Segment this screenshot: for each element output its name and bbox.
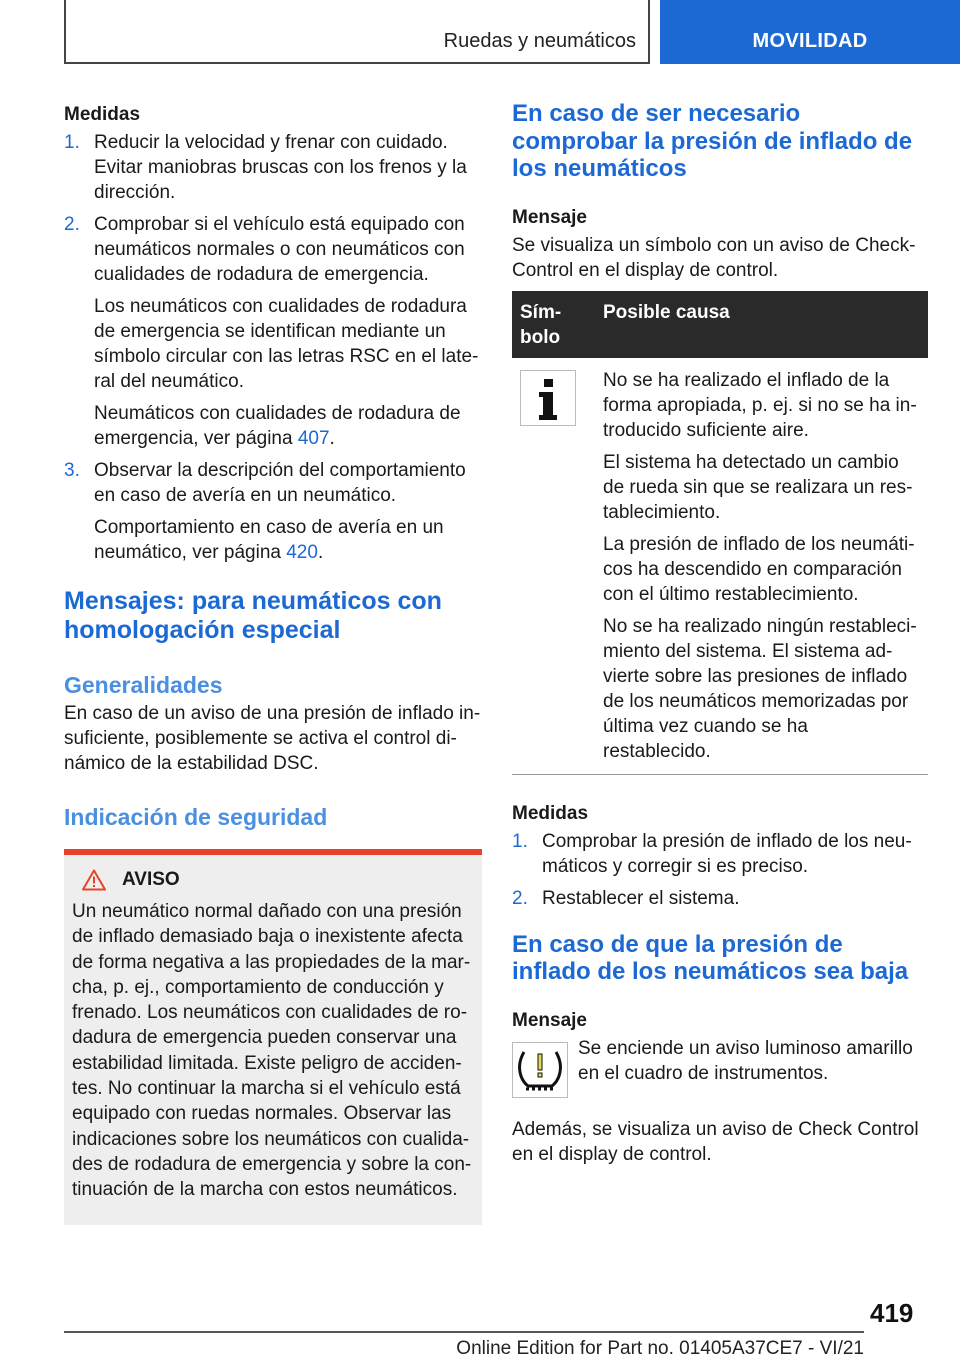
step-number: 1.: [512, 830, 528, 852]
chapter-tab[interactable]: [660, 0, 960, 64]
symbol-cell: [512, 358, 595, 775]
list-item: [512, 886, 928, 911]
list-item: [64, 212, 482, 451]
right-column: [512, 100, 928, 1167]
steps-list: [512, 829, 928, 911]
page-number: 419: [870, 1298, 914, 1328]
warning-text: Un neumático normal dañado con una presión de inflado demasiado baja o inexistente afecta de forma negativa a las propiedades de la mar-cha, p. ej., comportamiento de conducción y frenado. Los neumáticos con cualidades de ro-dadura de emergencia pueden conservar una estabilidad limitada. Existe peligro de acciden-tes. No continuar la marcha si el vehículo está equipado con ruedas normales. Observar las indicaciones sobre los neumáticos con cualida-des de rodadura de emergencia y sobre la con-tinuación de la marcha con estos neumáticos.: [72, 901, 472, 1201]
step-text: Reducir la velocidad y frenar con cuidado. Evitar maniobras bruscas con los frenos y la dirección.: [94, 132, 467, 203]
step-reference: Comportamiento en caso de avería en un neumático, ver página 420.: [94, 517, 444, 563]
footer-divider: [64, 1331, 864, 1333]
step-text: Restablecer el sistema.: [542, 887, 740, 909]
warning-title: AVISO: [122, 869, 180, 890]
tire-pressure-warning-icon: [512, 1042, 568, 1098]
mensaje-label: Mensaje: [512, 206, 587, 228]
step-note: Los neumáticos con cualidades de rodadura de emergencia se identifican mediante un símbolo circular con las letras RSC en el late-ral del neumático.: [94, 296, 479, 392]
mensaje-text: Se visualiza un símbolo con un aviso de Check-Control en el display de control.: [512, 234, 916, 281]
left-column: [64, 100, 482, 1225]
header-box: [64, 0, 650, 64]
list-item: [512, 829, 928, 879]
list-item: [64, 130, 482, 205]
cause-table: [512, 291, 928, 775]
step-number: 1.: [64, 132, 80, 153]
warning-triangle-icon: [82, 869, 106, 891]
heading-seguridad: Indicación de seguridad: [64, 804, 328, 830]
step-text: Comprobar la presión de inflado de los neu-máticos y corregir si es preciso.: [542, 830, 912, 877]
steps-list: [64, 130, 482, 565]
generalidades-text: En caso de un aviso de una presión de inflado in-suficiente, posiblemente se activa el control di-námico de la estabilidad DSC.: [64, 703, 481, 774]
chapter-title: MOVILIDAD: [752, 30, 868, 52]
ademas-text: Además, se visualiza un aviso de Check Control en el display de control.: [512, 1118, 919, 1165]
table-header-row: [512, 291, 928, 358]
mensaje-label: Mensaje: [512, 1009, 587, 1031]
medidas-label: Medidas: [64, 104, 141, 125]
cause-text: La presión de inflado de los neumáti-cos ha descendido en comparación con el último restablecimiento.: [603, 533, 915, 605]
step-number: 2.: [512, 887, 528, 909]
page-link-420[interactable]: 420: [286, 542, 318, 563]
message-row: [512, 1036, 928, 1103]
heading-comprobar: En caso de ser necesario comprobar la presión de inflado de los neumáticos: [512, 100, 913, 182]
mensaje2-text: Se enciende un aviso luminoso amarillo en el cuadro de instrumentos.: [578, 1037, 913, 1084]
section-title: Ruedas y neumáticos: [443, 30, 636, 52]
heading-baja: En caso de que la presión de inflado de los neumáticos sea baja: [512, 930, 909, 985]
step-text: Comprobar si el vehículo está equipado con neumáticos normales o con neumáticos con cualidades de rodadura de emergencia.: [94, 214, 465, 285]
column-header-symbol: Sím-bolo: [512, 291, 595, 358]
column-header-cause: Posible causa: [595, 291, 928, 358]
medidas-label: Medidas: [512, 802, 589, 824]
cause-text: No se ha realizado el inflado de la forma apropiada, p. ej. si no se ha in-troducido suficiente aire.: [603, 369, 917, 441]
table-row: [512, 358, 928, 775]
list-item: [64, 458, 482, 565]
warning-box: [64, 849, 482, 1225]
step-number: 3.: [64, 460, 80, 481]
heading-generalidades: Generalidades: [64, 672, 223, 698]
cause-text: No se ha realizado ningún restableci-miento del sistema. El sistema ad-vierte sobre las presiones de inflado de los neumáticos memorizadas por última vez cuando se ha restablecido.: [603, 615, 917, 762]
cause-cell: [595, 358, 928, 775]
page-link-407[interactable]: 407: [297, 428, 330, 449]
warning-title-row: [72, 869, 474, 891]
step-text: Observar la descripción del comportamiento en caso de avería en un neumático.: [94, 460, 466, 506]
info-i-icon: [520, 370, 576, 426]
step-number: 2.: [64, 214, 80, 235]
footer-edition: Online Edition for Part no. 01405A37CE7 - VI/21: [456, 1338, 864, 1359]
step-reference: Neumáticos con cualidades de rodadura de emergencia, ver página 407.: [94, 403, 461, 449]
tpms-icon-box: [512, 1042, 568, 1103]
cause-text: El sistema ha detectado un cambio de rueda sin que se realizara un res-tablecimiento.: [603, 451, 913, 523]
heading-mensajes: Mensajes: para neumáticos con homologación especial: [64, 587, 442, 644]
